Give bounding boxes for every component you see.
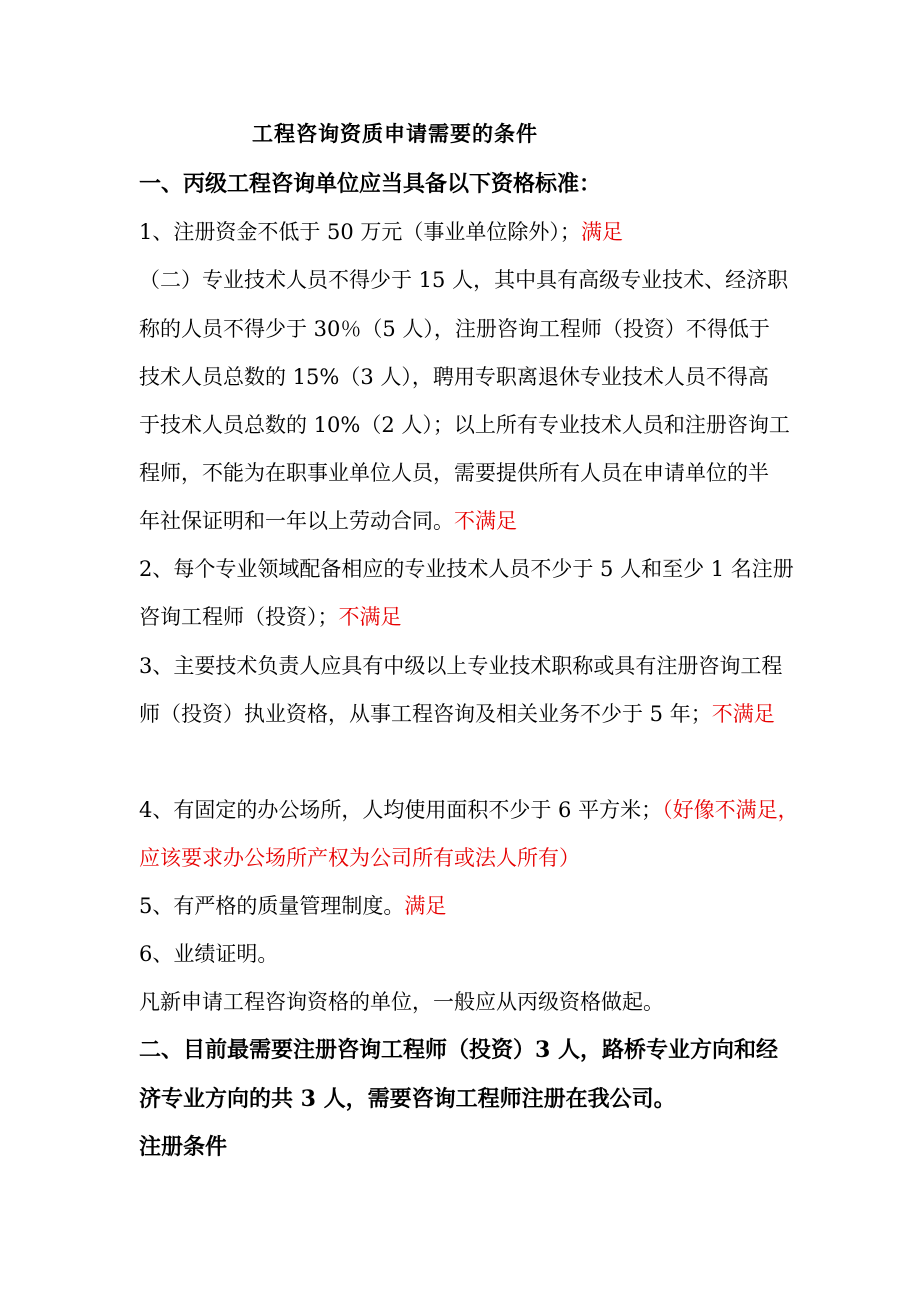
item-4-note-2: 应该要求办公场所产权为公司所有或法人所有）	[139, 846, 580, 870]
item-3-line-2	[139, 699, 775, 729]
closing-note: 凡新申请工程咨询资格的单位，一般应从丙级资格做起。	[139, 990, 664, 1014]
item-1	[139, 217, 623, 247]
item-2-line-1: 2、每个专业领域配备相应的专业技术人员不少于 5 人和至少 1 名注册	[139, 557, 794, 581]
item-2-line-2	[139, 602, 402, 632]
item-b-status: 不满足	[454, 509, 517, 533]
item-b-line-5: 程师，不能为在职事业单位人员，需要提供所有人员在申请单位的半	[139, 461, 769, 485]
item-5	[139, 891, 446, 921]
item-b-line-6	[139, 506, 517, 536]
item-4-note-1: （好像不满足，	[662, 798, 799, 822]
section2-line-2: 济专业方向的共 3 人，需要咨询工程师注册在我公司。	[139, 1086, 676, 1112]
item-b-line-3: 技术人员总数的 15%（3 人），聘用专职离退休专业技术人员不得高	[139, 365, 769, 389]
section1-heading: 一、丙级工程咨询单位应当具备以下资格标准：	[139, 171, 602, 197]
item-b-line-2: 称的人员不得少于 30％（5 人），注册咨询工程师（投资）不得低于	[139, 317, 770, 341]
section2-line-1: 二、目前最需要注册咨询工程师（投资）3 人，路桥专业方向和经	[139, 1037, 778, 1063]
item-b-line-1: （二）专业技术人员不得少于 15 人，其中具有高级专业技术、经济职	[139, 268, 789, 292]
item-3-text: 师（投资）执业资格，从事工程咨询及相关业务不少于 5 年；	[139, 702, 712, 726]
item-4-line-1	[139, 795, 799, 825]
registration-heading: 注册条件	[139, 1134, 228, 1160]
item-1-text: 1、注册资金不低于 50 万元（事业单位除外）；	[139, 220, 581, 244]
item-1-status: 满足	[580, 220, 623, 244]
item-b-text: 年社保证明和一年以上劳动合同。	[139, 509, 454, 533]
item-4-text: 4、有固定的办公场所，人均使用面积不少于 6 平方米；	[139, 798, 663, 822]
item-b-line-4: 于技术人员总数的 10%（2 人）；以上所有专业技术人员和注册咨询工	[139, 413, 790, 437]
item-5-text: 5、有严格的质量管理制度。	[139, 894, 405, 918]
item-2-status: 不满足	[338, 605, 402, 629]
page-title: 工程咨询资质申请需要的条件	[252, 121, 538, 146]
item-5-status: 满足	[404, 894, 447, 918]
item-2-text: 咨询工程师（投资）；	[139, 605, 339, 629]
item-3-line-1: 3、主要技术负责人应具有中级以上专业技术职称或具有注册咨询工程	[139, 654, 783, 678]
item-6: 6、业绩证明。	[139, 942, 279, 966]
item-3-status: 不满足	[711, 702, 775, 726]
